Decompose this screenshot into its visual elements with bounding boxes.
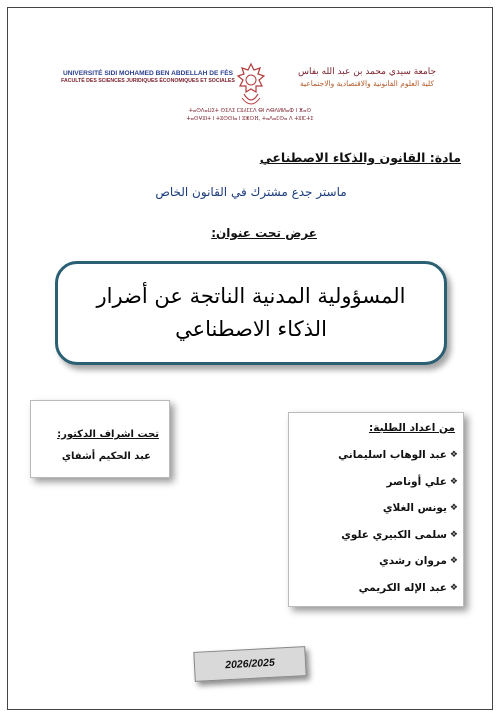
- tifinagh-line-2: ⵜⴰⵙⵖⵓⵏⵜ ⵏ ⵜⵓⵙⵙⵏⴰ ⵏ ⵓⵣⵔⴼ, ⵜⴰⴷⴰⵎⵙⴰ ⴷ ⵜⵓⵏⵎⵜⵉ: [186, 115, 314, 122]
- students-label: من اعداد الطلبة:: [369, 422, 455, 434]
- academic-year: 2026/2025: [193, 646, 306, 682]
- diamond-bullet-icon: ❖: [449, 529, 458, 540]
- list-item: [338, 475, 458, 502]
- presentation-title-line-2: الذكاء الاصطناعي: [175, 317, 327, 341]
- course-subject: مادة: القانون والذكاء الاصطناعي: [259, 150, 461, 165]
- tifinagh-line-1: ⵜⴰⵙⴷⴰⵡⵉⵜ ⵙⵉⴷⵉ ⵎⵓⵃⵎⵎⴷ ⴱⵏ ⵄⴱⴷⵍⵍⴰⵀ ⵏ ⴼⴰⵙ: [188, 108, 312, 114]
- master-program: ماستر جدع مشترك في القانون الخاص: [155, 185, 347, 199]
- student-name: عبد الإله الكريمي: [358, 581, 447, 594]
- students-list: [338, 448, 458, 607]
- student-name: سلمى الكبيري علوي: [341, 528, 447, 541]
- university-name-ar: [282, 66, 452, 89]
- university-name-fr: [58, 70, 238, 85]
- supervisor-label: تحت اشراف الدكتور:: [57, 429, 159, 440]
- student-name: علي أوناصر: [386, 475, 447, 488]
- diamond-bullet-icon: ❖: [449, 556, 458, 566]
- diamond-bullet-icon: ❖: [449, 476, 458, 487]
- faculty-name-fr: FACULTÉ DES SCIENCES JURIDIQUES ÉCONOMIQUES ET SOCIALES: [61, 78, 235, 85]
- supervisor-name: عبد الحكيم أشفاي: [61, 451, 151, 462]
- list-item: [338, 528, 458, 555]
- list-item: [338, 581, 458, 608]
- presentation-title-box: [55, 261, 447, 365]
- diamond-bullet-icon: ❖: [449, 450, 458, 460]
- faculty-name-ar: كلية العلوم القانونية والاقتصادية والاجتماعية: [300, 78, 434, 88]
- presentation-title: [96, 280, 405, 345]
- university-header: [40, 60, 462, 130]
- student-name: يونس الغلاي: [382, 502, 447, 514]
- presentation-title-line-1: المسؤولية المدنية الناتجة عن أضرار: [96, 284, 406, 309]
- list-item: [338, 501, 458, 528]
- list-item: [338, 448, 458, 475]
- university-name-fr-text: UNIVERSITÉ SIDI MOHAMED BEN ABDELLAH DE FÈS: [62, 70, 234, 77]
- diamond-bullet-icon: ❖: [449, 503, 458, 513]
- diamond-bullet-icon: ❖: [449, 582, 458, 593]
- student-name: مروان رشدي: [379, 555, 447, 567]
- university-logo-icon: [232, 62, 270, 110]
- presentation-title-label: عرض تحت عنوان:: [211, 226, 317, 240]
- list-item: [338, 554, 458, 581]
- university-name-ar-text: جامعة سيدي محمد بن عبد الله بفاس: [297, 67, 437, 77]
- university-name-tifinagh: [100, 108, 400, 124]
- student-name: عبد الوهاب اسليماني: [338, 449, 447, 461]
- supervisor-box: [30, 400, 170, 478]
